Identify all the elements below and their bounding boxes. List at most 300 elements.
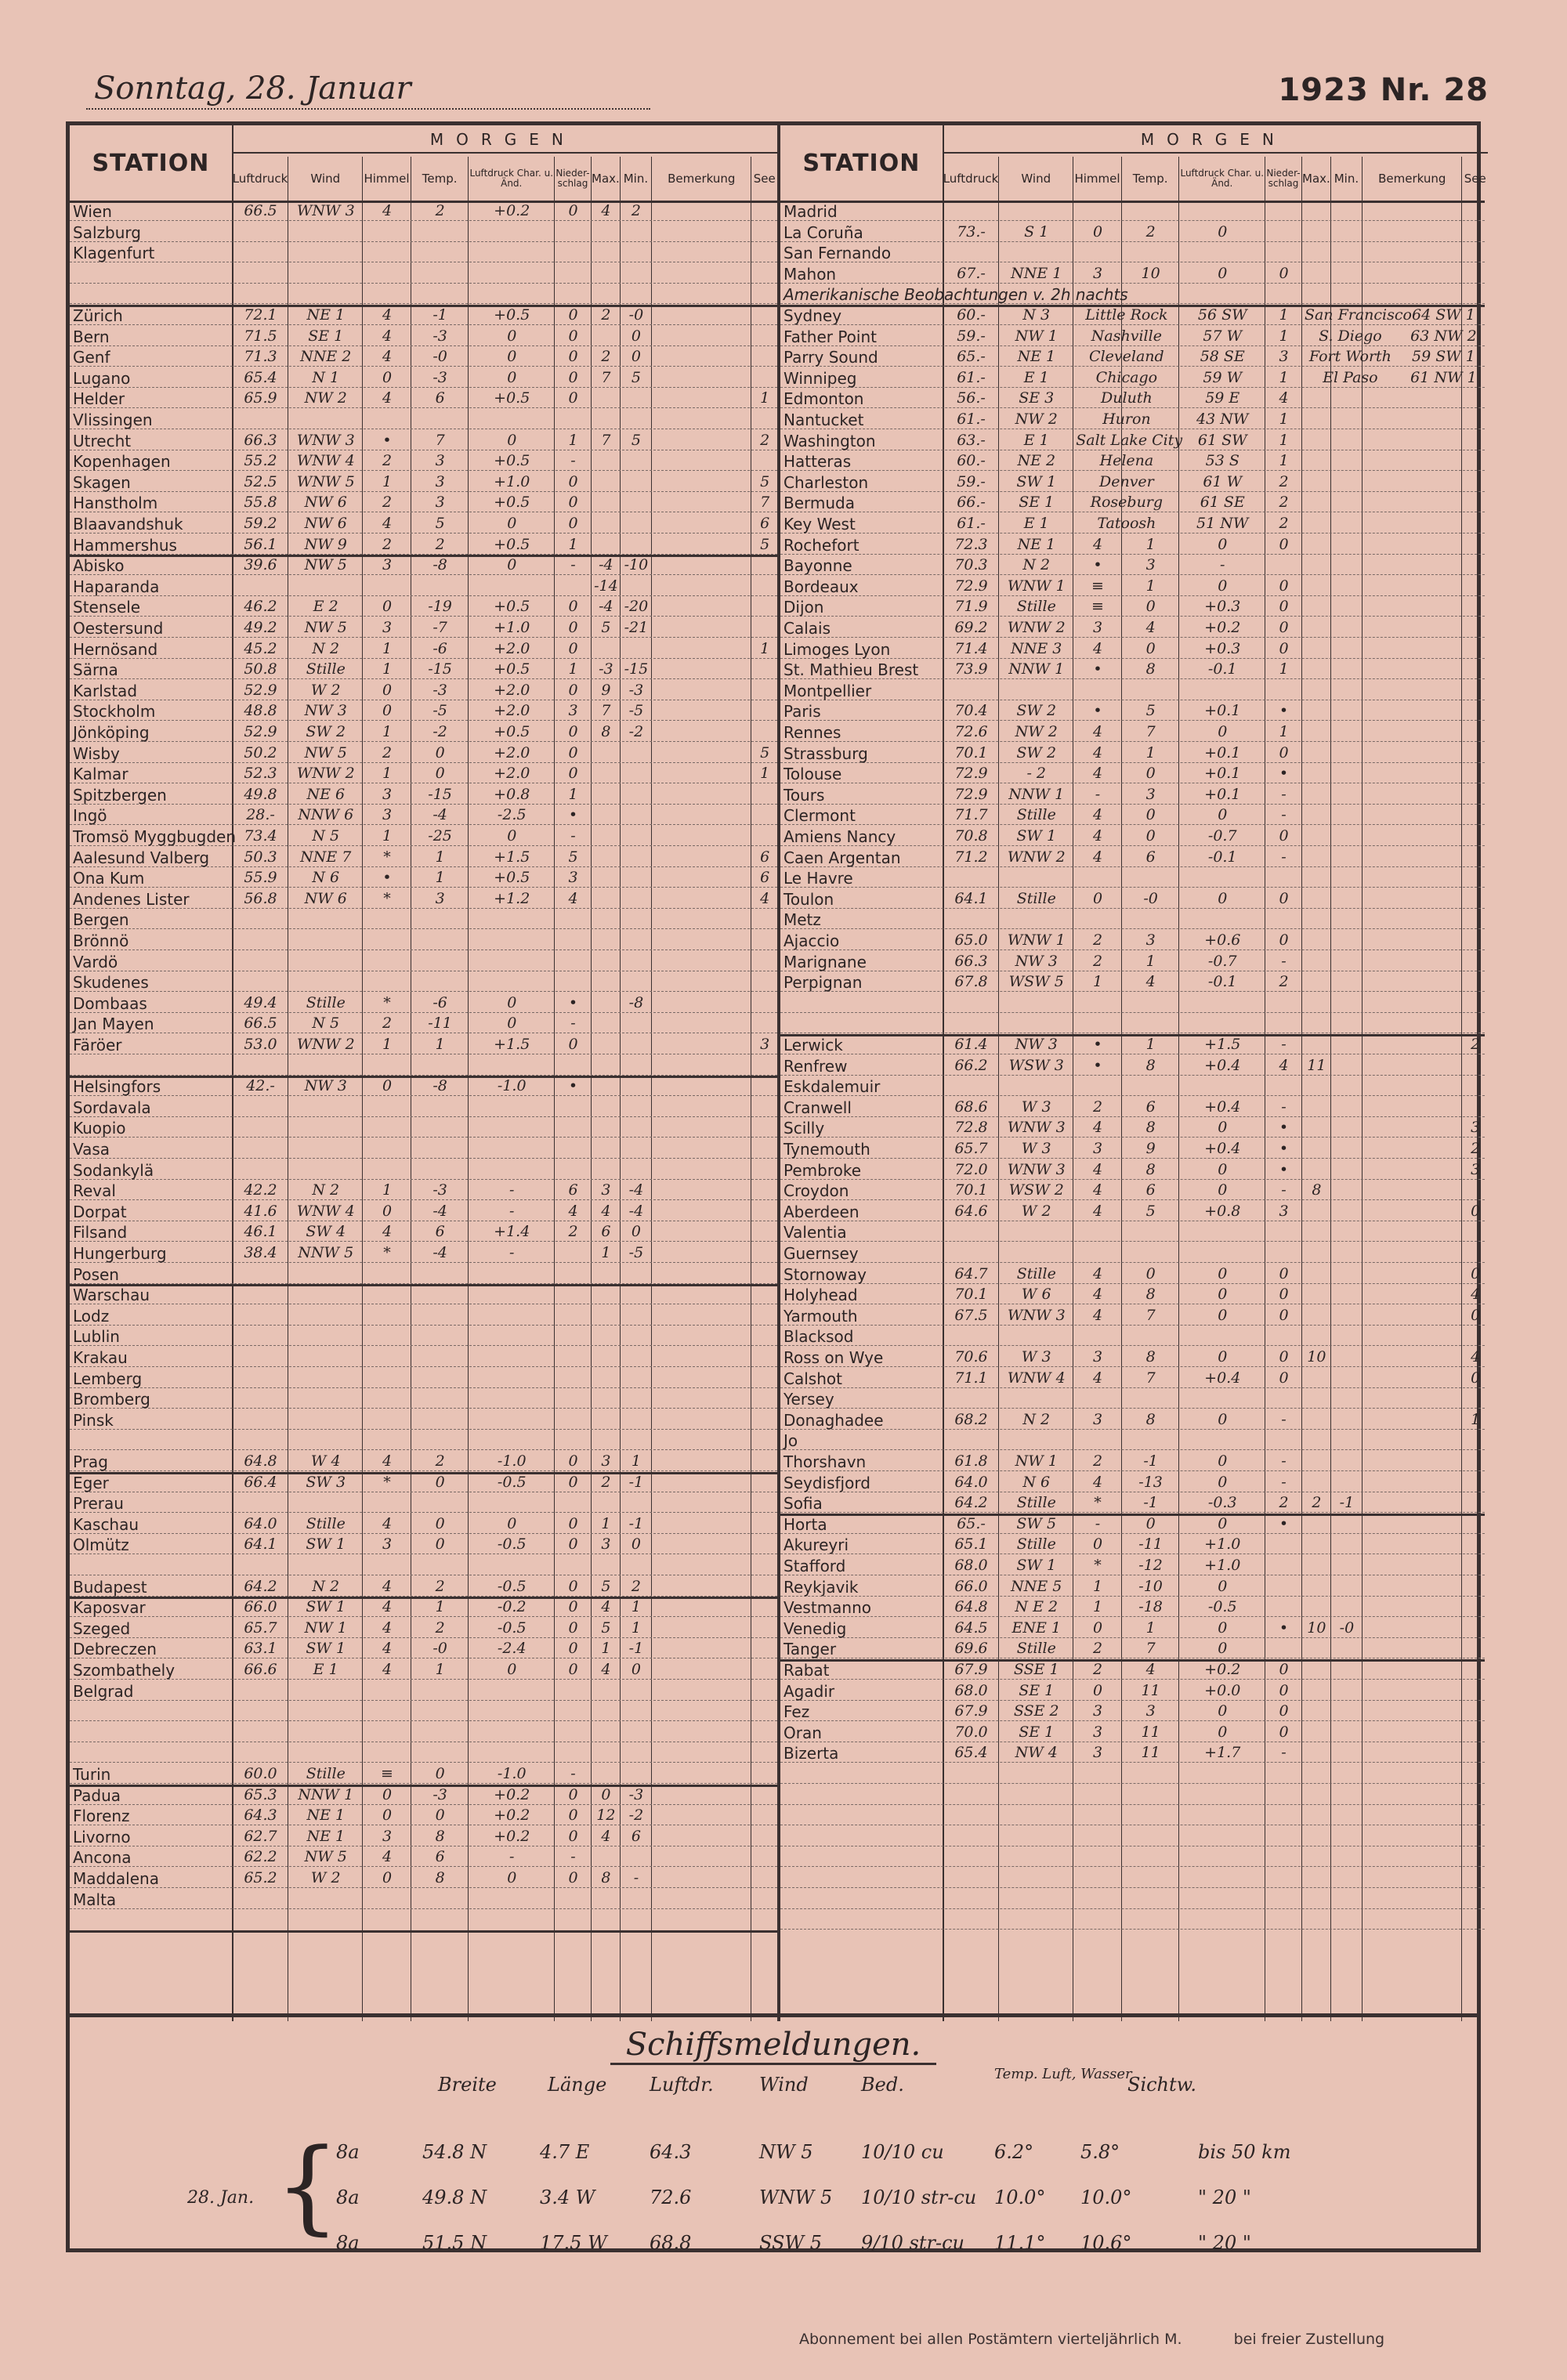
cell-wind: NW 6 — [304, 494, 347, 512]
cell-wind: N 3 — [1022, 306, 1051, 324]
cell-wind: NE 2 — [1017, 452, 1056, 470]
cell-luftdruck: 67.9 — [954, 1661, 988, 1678]
table-row — [70, 1159, 777, 1180]
cell-nieder: 0 — [568, 306, 578, 324]
cell-nieder: - — [570, 556, 576, 574]
station-name: Vasa — [73, 1140, 110, 1159]
station-name: Nantucket — [784, 411, 864, 429]
table-row — [780, 555, 1485, 575]
cell-wind: Stille — [1016, 598, 1056, 616]
cell-wind: WNW 3 — [1007, 1160, 1066, 1178]
cell-char: +0.8 — [1204, 1202, 1241, 1220]
cell-himmel: 4 — [382, 1598, 393, 1616]
table-row — [70, 472, 777, 492]
cell-luftdruck: 55.9 — [244, 869, 277, 887]
cell-himmel: • — [1093, 1056, 1102, 1074]
cell-nieder: • — [568, 806, 578, 824]
cell-wind: N 2 — [1022, 1410, 1051, 1428]
cell-himmel: 2 — [382, 452, 393, 470]
table-row — [780, 1659, 1485, 1680]
cell-min: 2 — [631, 1577, 641, 1595]
cell-luftdruck: 64.2 — [244, 1577, 277, 1595]
cell-max: 9 — [601, 681, 611, 699]
cell-luftdruck: 55.2 — [244, 452, 277, 470]
cell-char: 1 — [1279, 368, 1289, 386]
table-row — [780, 888, 1485, 909]
ship-header-cell: Temp. Luft, Wasser — [994, 2066, 1132, 2082]
station-name: Ona Kum — [73, 869, 145, 888]
cell-temp: -11 — [428, 1015, 452, 1033]
cell-himmel: 4 — [382, 1514, 393, 1532]
cell-nieder: - — [1281, 1181, 1287, 1199]
table-row — [70, 367, 777, 388]
table-row — [70, 1805, 777, 1825]
header-underline — [86, 108, 650, 110]
cell-himmel: 0 — [1092, 1619, 1103, 1637]
ship-cell: WNW 5 — [759, 2186, 833, 2208]
station-name: Jönköping — [73, 723, 150, 742]
ship-cell: 8a — [336, 2141, 360, 2163]
cell-min: -0 — [628, 306, 644, 324]
cell-max: 6 — [601, 1223, 611, 1241]
cell-himmel: 4 — [1092, 723, 1103, 740]
cell-char: 0 — [1218, 1619, 1228, 1637]
cell-char: 0 — [507, 1514, 517, 1532]
cell-char: +0.5 — [494, 869, 530, 887]
section-divider — [70, 1076, 777, 1078]
station-name: Agadir — [784, 1681, 835, 1701]
table-row — [780, 1638, 1485, 1658]
cell-wind: WNW 1 — [1007, 577, 1066, 595]
cell-wind: NNE 3 — [1011, 639, 1062, 657]
cell-temp: 1 — [1145, 952, 1156, 970]
cell-himmel: 1 — [1092, 973, 1103, 991]
ship-cell: 68.8 — [650, 2232, 692, 2254]
cell-char: -0.5 — [1207, 1598, 1237, 1616]
cell-nieder: 0 — [568, 1640, 578, 1658]
cell-nieder: - — [1281, 952, 1287, 970]
table-row — [780, 1368, 1485, 1388]
cell-luftdruck: 67.8 — [954, 973, 988, 991]
table-row — [70, 1826, 777, 1846]
cell-temp: 3 — [435, 452, 445, 470]
station-name: Rabat — [784, 1661, 830, 1680]
table-row — [780, 867, 1485, 888]
cell-luftdruck: 66.0 — [954, 1577, 988, 1595]
right-table — [777, 125, 1485, 2021]
cell-char: +0.1 — [1204, 765, 1241, 783]
cell-char: +0.5 — [494, 306, 530, 324]
cell-luftdruck: 72.9 — [954, 765, 988, 783]
cell-nieder: - — [1281, 1098, 1287, 1116]
table-row — [70, 617, 777, 638]
table-row — [780, 743, 1485, 763]
station-name: Jo — [784, 1431, 798, 1451]
station-name: Aalesund Valberg — [73, 848, 210, 867]
left-header-bemerkung: Bemerkung — [651, 157, 751, 201]
cell-wind: S 1 — [1024, 222, 1049, 241]
table-row — [780, 305, 1485, 325]
cell-char: 0 — [1218, 1306, 1228, 1324]
cell-min: 2 — [631, 202, 641, 219]
cell-himmel: 4 — [1092, 1202, 1103, 1220]
station-name: Särna — [73, 660, 118, 680]
cell-himmel: • — [1093, 702, 1102, 720]
station-name: Abisko — [73, 556, 125, 576]
cell-char: 1 — [1279, 452, 1289, 470]
cell-temp: 0 — [435, 765, 445, 783]
cell-himmel: 1 — [1092, 1577, 1103, 1595]
cell-max: 8 — [1312, 1181, 1322, 1199]
station-name: Horta — [784, 1514, 827, 1534]
weather-table — [66, 121, 1486, 2017]
cell-wind: E 1 — [1023, 431, 1049, 449]
table-row — [70, 1763, 777, 1784]
cell-himmel: 4 — [382, 1848, 393, 1866]
cell-wind: N 5 — [312, 1015, 340, 1033]
cell-char: 1 — [1279, 306, 1289, 324]
page-header — [86, 67, 1489, 114]
cell-nieder: 0 — [1279, 535, 1289, 553]
cell-nieder: • — [1279, 1514, 1289, 1532]
cell-himmel: Huron — [1102, 411, 1151, 428]
cell-temp: 0 — [1145, 1264, 1156, 1282]
cell-nieder: 3 — [568, 869, 578, 887]
cell-nieder: 3 — [1279, 1202, 1289, 1220]
table-row — [780, 1305, 1485, 1326]
section-divider — [70, 1472, 777, 1474]
cell-luftdruck: 64.1 — [244, 1535, 277, 1554]
left-morgen-label: MORGEN — [429, 130, 576, 149]
table-row — [70, 1221, 777, 1242]
table-row — [70, 743, 777, 763]
ship-cell: 8a — [336, 2232, 360, 2254]
cell-see: 5 — [760, 472, 770, 490]
station-name: Bern — [73, 327, 110, 346]
cell-max: 5 — [601, 1577, 611, 1595]
cell-luftdruck: 66.3 — [954, 952, 988, 970]
cell-see: 1 — [1471, 1410, 1481, 1428]
cell-char: 0 — [507, 515, 517, 532]
table-row — [70, 888, 777, 909]
cell-himmel: 0 — [382, 702, 393, 720]
cell-char: +0.6 — [1204, 931, 1241, 949]
cell-luftdruck: 66.5 — [244, 202, 277, 219]
cell-temp: 0 — [435, 1807, 445, 1825]
cell-temp: 2 — [435, 535, 445, 553]
cell-luftdruck: 66.3 — [244, 431, 277, 449]
table-row — [780, 722, 1485, 742]
cell-char: -0.1 — [1207, 973, 1237, 991]
cell-char: +2.0 — [494, 639, 530, 657]
cell-temp: -4 — [432, 806, 447, 824]
cell-nieder: 0 — [568, 765, 578, 783]
table-row — [70, 1076, 777, 1096]
cell-himmel: 3 — [382, 619, 393, 636]
table-row — [70, 534, 777, 555]
cell-temp: 6 — [1145, 848, 1156, 866]
brace-icon: { — [275, 2126, 340, 2245]
station-name: La Coruña — [784, 222, 863, 242]
cell-himmel: 0 — [382, 1869, 393, 1886]
cell-wind: NW 2 — [1015, 411, 1058, 428]
table-row — [780, 1805, 1485, 1825]
cell-wind: W 3 — [1021, 1348, 1051, 1365]
cell-char: +1.7 — [1204, 1744, 1241, 1762]
cell-temp: -4 — [432, 1202, 447, 1220]
cell-temp: 0 — [435, 1473, 445, 1491]
station-name: Calais — [784, 619, 831, 638]
station-name: Stornoway — [784, 1264, 867, 1284]
cell-himmel: * — [1094, 1494, 1102, 1512]
table-row — [70, 1889, 777, 1909]
cell-himmel: Tatoosh — [1097, 515, 1156, 532]
cell-himmel: 2 — [1092, 1452, 1103, 1470]
cell-temp: 8 — [1145, 1160, 1156, 1178]
cell-temp: 8 — [435, 1827, 445, 1845]
cell-min: -21 — [624, 619, 649, 636]
cell-wind: WNW 4 — [296, 452, 355, 470]
cell-wind: NW 3 — [304, 1077, 347, 1095]
cell-nieder: 0 — [568, 681, 578, 699]
cell-himmel: 4 — [382, 1223, 393, 1241]
cell-nieder: - — [570, 1848, 576, 1866]
cell-luftdruck: 45.2 — [244, 639, 277, 657]
cell-temp: 7 — [1145, 1640, 1156, 1658]
cell-char: +2.0 — [494, 702, 530, 720]
cell-min: -1 — [628, 1640, 644, 1658]
cell-nieder: 0 — [1279, 1348, 1289, 1365]
cell-nieder: 0 — [568, 1827, 578, 1845]
station-name: Kaposvar — [73, 1598, 146, 1618]
cell-luftdruck: 65.0 — [954, 931, 988, 949]
cell-nieder: 1 — [568, 785, 578, 803]
cell-char: -2.5 — [497, 806, 527, 824]
cell-temp: -1 — [432, 306, 447, 324]
cell-himmel: 4 — [382, 1452, 393, 1470]
table-row — [70, 263, 777, 284]
table-row — [70, 763, 777, 783]
cell-char: 0 — [1218, 806, 1228, 824]
table-row — [780, 326, 1485, 346]
cell-himmel: Roseburg — [1090, 494, 1163, 512]
cell-luftdruck: 70.4 — [954, 702, 988, 720]
cell-luftdruck: 70.1 — [954, 1286, 988, 1304]
cell-nieder: • — [1279, 765, 1289, 783]
cell-char: -0.5 — [497, 1619, 527, 1637]
cell-nieder: - — [570, 452, 576, 470]
cell-char: +0.5 — [494, 452, 530, 470]
right-morgen-label: MORGEN — [1140, 130, 1287, 149]
cell-nieder: 0 — [1279, 1369, 1289, 1387]
cell-max: 12 — [596, 1807, 616, 1825]
cell-himmel: 4 — [1092, 1306, 1103, 1324]
cell-himmel: 3 — [1092, 1410, 1103, 1428]
cell-char: +0.5 — [494, 660, 530, 678]
cell-wind: WNW 3 — [296, 202, 355, 219]
right-header-temp: Temp. — [1121, 157, 1179, 201]
cell-nieder: 0 — [568, 515, 578, 532]
table-row — [70, 1388, 777, 1409]
table-row — [70, 1347, 777, 1367]
table-row — [70, 805, 777, 825]
cell-luftdruck: 62.7 — [244, 1827, 277, 1845]
cell-temp: 8 — [1145, 660, 1156, 678]
cell-min: 6 — [631, 1827, 641, 1845]
cell-nieder: 0 — [568, 1577, 578, 1595]
table-row — [780, 617, 1485, 638]
right-header-nieder: Nieder-schlag — [1265, 157, 1301, 201]
ship-header-cell: Länge — [548, 2074, 607, 2096]
cell-min: 0 — [631, 1661, 641, 1678]
cell-nieder: 0 — [1279, 1264, 1289, 1282]
right-header-station: STATION — [802, 149, 921, 177]
cell-wind: ENE 1 — [1011, 1619, 1061, 1637]
station-name: St. Mathieu Brest — [784, 660, 919, 680]
station-name: Ajaccio — [784, 931, 840, 950]
table-row — [70, 222, 777, 242]
cell-wind: SW 3 — [306, 1473, 346, 1491]
cell-nieder: 0 — [568, 598, 578, 616]
station-name: Bromberg — [73, 1390, 150, 1409]
cell-temp: -3 — [432, 681, 447, 699]
cell-nieder: • — [568, 1077, 578, 1095]
cell-himmel: 3 — [382, 785, 393, 803]
cell-himmel: 4 — [382, 389, 393, 407]
cell-temp: 11 — [1141, 1723, 1160, 1741]
cell-char: -0.1 — [1207, 848, 1237, 866]
table-row — [70, 1576, 777, 1597]
cell-max: 10 — [1307, 1348, 1326, 1365]
table-row — [70, 909, 777, 929]
cell-nieder: 0 — [568, 1619, 578, 1637]
cell-nieder: 0 — [1279, 1661, 1289, 1678]
cell-max: -3 — [599, 660, 613, 678]
cell-char: 0 — [1218, 1348, 1228, 1365]
cell-luftdruck: 68.6 — [954, 1098, 988, 1116]
cell-himmel: 1 — [1092, 1598, 1103, 1616]
station-name: Bayonne — [784, 556, 852, 576]
cell-himmel: 4 — [382, 348, 393, 366]
cell-luftdruck: 64.8 — [954, 1598, 988, 1616]
table-row — [780, 1013, 1485, 1033]
cell-min: -5 — [628, 702, 644, 720]
cell-temp: 4 — [1145, 619, 1156, 636]
cell-wind: Stille — [1016, 889, 1056, 907]
cell-temp: -1 — [1143, 1452, 1158, 1470]
table-row — [780, 1534, 1485, 1554]
section-divider — [70, 305, 777, 307]
cell-temp: 6 — [435, 1848, 445, 1866]
station-name: Klagenfurt — [73, 244, 155, 263]
cell-max: 2 — [601, 1473, 611, 1491]
cell-luftdruck: 66.4 — [244, 1473, 277, 1491]
cell-himmel: 0 — [382, 681, 393, 699]
station-name: Vlissingen — [73, 411, 153, 429]
cell-nieder: 1 — [1279, 660, 1289, 678]
cell-wind: NW 5 — [304, 556, 347, 574]
cell-nieder: 1 — [1279, 723, 1289, 740]
cell-wind: WNW 2 — [1007, 619, 1066, 636]
cell-char: 0 — [1218, 1286, 1228, 1304]
cell-temp: 1 — [1145, 1619, 1156, 1637]
station-name: Bergen — [73, 910, 129, 930]
cell-luftdruck: 70.0 — [954, 1723, 988, 1741]
cell-luftdruck: 50.3 — [244, 848, 277, 866]
section-divider — [70, 555, 777, 557]
cell-wind: W 2 — [310, 1869, 341, 1886]
cell-temp: -6 — [432, 639, 447, 657]
table-row — [780, 596, 1485, 617]
cell-luftdruck: 66.- — [957, 494, 986, 512]
cell-wind: NW 3 — [1015, 952, 1058, 970]
cell-temp: 8 — [1145, 1056, 1156, 1074]
table-row — [70, 1305, 777, 1326]
cell-see: 2 — [1471, 1140, 1481, 1157]
station-name: Marignane — [784, 952, 867, 971]
table-row — [70, 1368, 777, 1388]
station-name: Metz — [784, 910, 821, 930]
cell-nieder: 5 — [568, 848, 578, 866]
cell-himmel: 4 — [1092, 1369, 1103, 1387]
cell-himmel: 3 — [1092, 1744, 1103, 1762]
cell-himmel: 3 — [382, 556, 393, 574]
cell-himmel: 2 — [1092, 952, 1103, 970]
cell-himmel: 3 — [382, 1535, 393, 1554]
cell-himmel: 2 — [382, 494, 393, 512]
cell-char: -1.0 — [497, 1765, 527, 1782]
cell-char: - — [509, 1244, 515, 1261]
table-row — [70, 492, 777, 512]
table-row — [70, 847, 777, 867]
cell-char: +0.5 — [494, 598, 530, 616]
cell-min: 63 NW 2 — [1410, 327, 1477, 345]
cell-max: 4 — [601, 1827, 611, 1845]
table-row — [780, 242, 1485, 262]
cell-char: +0.1 — [1204, 785, 1241, 803]
cell-min: 0 — [631, 327, 641, 345]
cell-temp: -2 — [432, 723, 447, 740]
ship-cell: 10/10 cu — [861, 2141, 944, 2163]
table-row — [70, 450, 777, 471]
cell-temp: 7 — [1145, 1306, 1156, 1324]
cell-temp: 3 — [1145, 785, 1156, 803]
cell-wind: SW 4 — [306, 1223, 346, 1241]
station-name: Key West — [784, 515, 856, 534]
cell-see: 2 — [760, 431, 770, 449]
cell-temp: 0 — [435, 1535, 445, 1554]
cell-wind: Stille — [1016, 806, 1056, 824]
cell-max: 1 — [601, 1514, 611, 1532]
cell-wind: - 2 — [1026, 765, 1047, 783]
section-divider — [780, 1659, 1485, 1662]
station-name: Madrid — [784, 202, 838, 221]
cell-luftdruck: 66.6 — [244, 1661, 277, 1678]
cell-temp: 2 — [435, 1619, 445, 1637]
station-name: Sofia — [784, 1494, 823, 1514]
cell-luftdruck: 72.1 — [244, 306, 277, 324]
cell-char: +0.8 — [494, 785, 530, 803]
cell-himmel: • — [1093, 556, 1102, 574]
station-name: Salzburg — [73, 222, 141, 242]
station-name: Kopenhagen — [73, 452, 171, 472]
cell-temp: 1 — [435, 1036, 445, 1053]
station-name: Holyhead — [784, 1286, 858, 1305]
cell-char: 0 — [1218, 1264, 1228, 1282]
cell-char: 0 — [1218, 889, 1228, 907]
cell-temp: -25 — [428, 827, 452, 845]
table-row — [780, 1701, 1485, 1721]
